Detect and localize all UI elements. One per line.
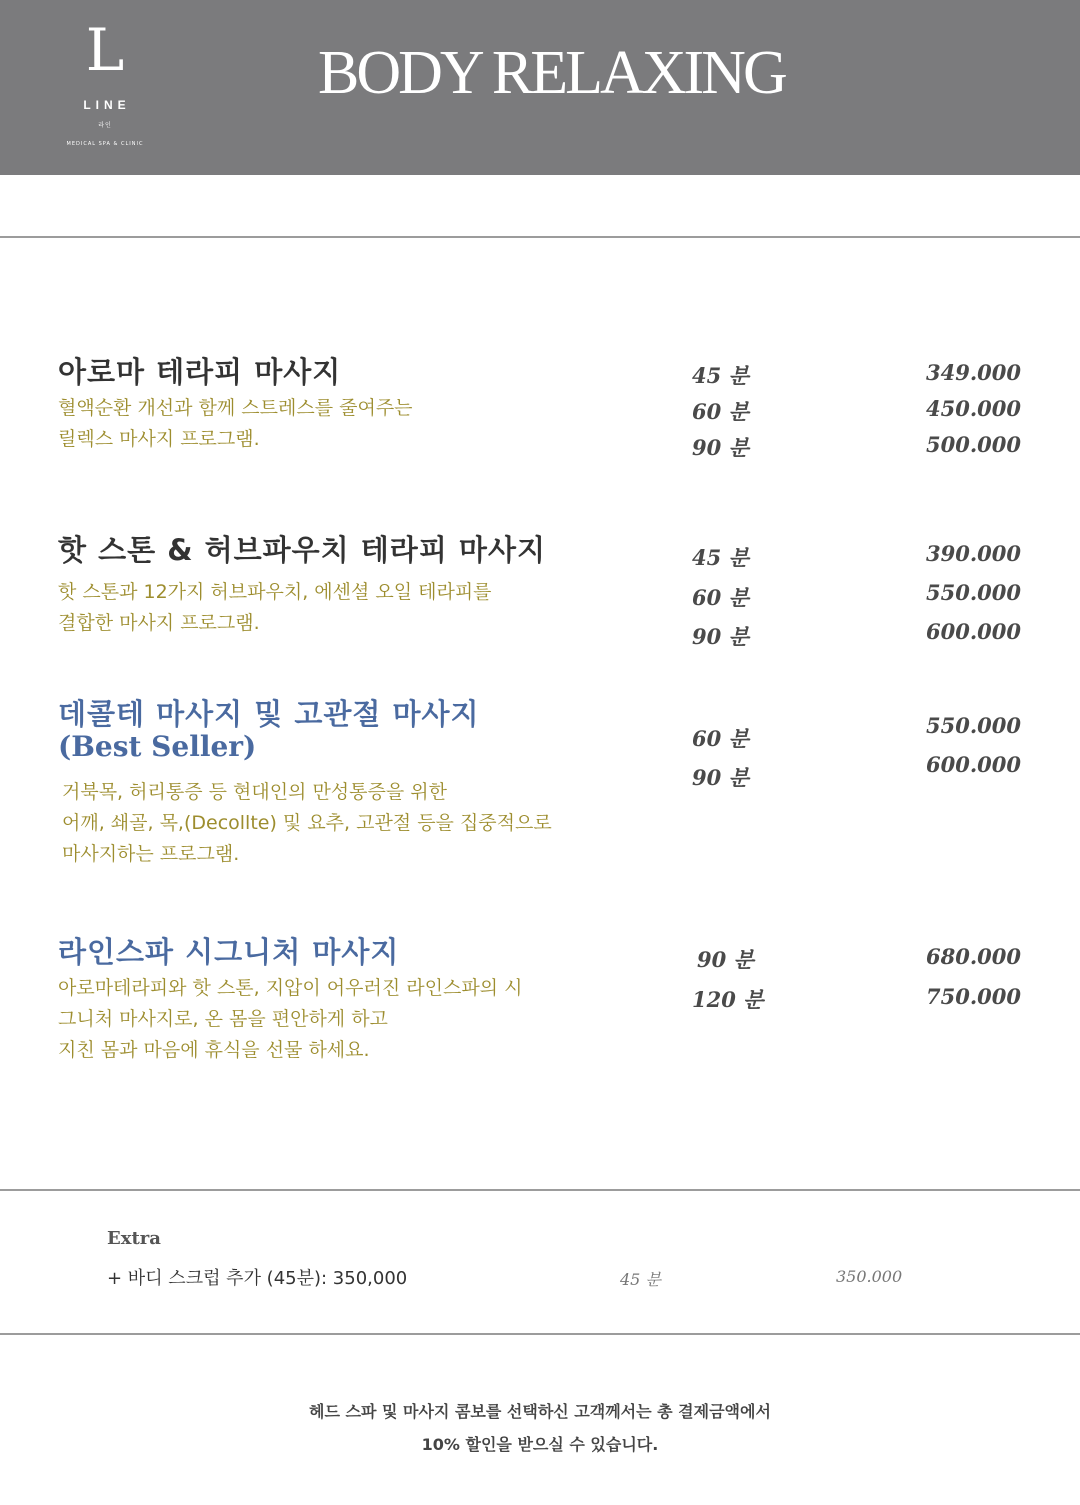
price: 680.000 — [926, 944, 1021, 969]
service-description — [58, 577, 492, 639]
extra-price: 350.000 — [836, 1267, 903, 1286]
duration: 90 분 — [692, 624, 749, 649]
extra-duration: 45 분 — [620, 1270, 661, 1289]
description-line: 어깨, 쇄골, 목,(Decollte) 및 요추, 고관절 등을 집중적으로 — [62, 812, 552, 834]
price: 550.000 — [926, 713, 1021, 738]
brand-logo — [55, 18, 155, 147]
duration: 120 분 — [692, 987, 764, 1012]
price: 349.000 — [926, 360, 1021, 385]
price: 600.000 — [926, 619, 1021, 644]
price: 500.000 — [926, 432, 1021, 457]
description-line: 혈액순환 개선과 함께 스트레스를 줄여주는 — [58, 397, 413, 419]
discount-note: 10% 할인을 받으실 수 있습니다. — [421, 1435, 659, 1454]
logo-korean: 라인 — [98, 122, 112, 129]
header-banner — [0, 0, 1080, 175]
discount-note: 헤드 스파 및 마사지 콤보를 선택하신 고객께서는 총 결제금액에서 — [309, 1402, 771, 1421]
best-seller-badge: (Best Seller) — [58, 730, 257, 763]
duration: 45 분 — [692, 363, 749, 388]
description-line: 핫 스톤과 12가지 허브파우치, 에센셜 오일 테라피를 — [58, 581, 492, 603]
divider-extra-top — [0, 1189, 1080, 1191]
page-title: BODY RELAXING — [318, 39, 785, 107]
price: 750.000 — [926, 984, 1021, 1009]
logo-tagline: MEDICAL SPA & CLINIC — [66, 141, 144, 147]
description-line: 그니처 마사지로, 온 몸을 편안하게 하고 — [58, 1008, 388, 1030]
logo-letter: L — [85, 16, 125, 84]
extra-title: Extra — [107, 1228, 161, 1249]
duration: 60 분 — [692, 585, 749, 610]
duration: 60 분 — [692, 726, 749, 751]
service-name: 핫 스톤 & 허브파우치 테라피 마사지 — [58, 533, 546, 567]
price: 600.000 — [926, 752, 1021, 777]
duration: 60 분 — [692, 399, 749, 424]
service-name-featured: 데콜테 마사지 및 고관절 마사지 — [58, 697, 480, 731]
description-line: 결합한 마사지 프로그램. — [58, 612, 260, 634]
description-line: 마사지하는 프로그램. — [62, 843, 240, 865]
description-line: 아로마테라피와 핫 스톤, 지압이 어우러진 라인스파의 시 — [58, 977, 523, 999]
price: 550.000 — [926, 580, 1021, 605]
price: 390.000 — [926, 541, 1021, 566]
duration: 90 분 — [692, 765, 749, 790]
duration: 90 분 — [697, 947, 754, 972]
extra-item: + 바디 스크럽 추가 (45분): 350,000 — [107, 1268, 408, 1289]
divider-extra-bottom — [0, 1333, 1080, 1335]
description-line: 지친 몸과 마음에 휴식을 선물 하세요. — [58, 1039, 370, 1061]
logo-wordmark: LINE — [83, 98, 131, 112]
service-name-featured: 라인스파 시그니처 마사지 — [58, 935, 400, 969]
service-description — [58, 973, 522, 1066]
duration: 90 분 — [692, 435, 749, 460]
divider-top — [0, 236, 1080, 238]
service-description — [62, 777, 552, 870]
duration: 45 분 — [692, 545, 749, 570]
service-name: 아로마 테라피 마사지 — [58, 355, 342, 389]
description-line: 거북목, 허리통증 등 현대인의 만성통증을 위한 — [62, 781, 447, 803]
description-line: 릴렉스 마사지 프로그램. — [58, 428, 260, 450]
price: 450.000 — [926, 396, 1021, 421]
service-description — [58, 393, 413, 455]
